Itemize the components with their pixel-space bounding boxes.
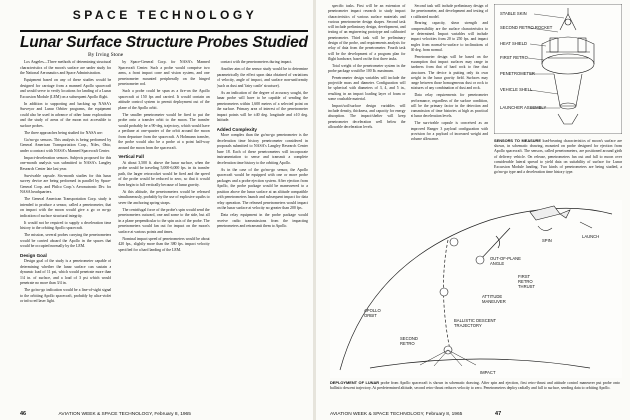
subheading: Vertical Fall <box>118 154 144 159</box>
subheading: Added Complexity <box>216 126 257 132</box>
left-footer <box>20 411 191 417</box>
paragraph: It would not be required to supply a deceleration time history to the orbiting Apollo spacecraft. <box>20 220 112 230</box>
fig2-label-second-retro: SECOND RETRO <box>400 336 418 346</box>
paragraph: Bearing capacity, shear strength and compressibility are the surface characteristics to be determined. Impact variables will include impact velocities from 20 to 250 fps. and impact angles from normal-to-surface to inclinations of 60 deg. from normal. <box>410 21 488 52</box>
fig1-label-vehicle-shell: VEHICLE SHELL <box>500 87 533 92</box>
paragraph: The survivable capsule is conceived as an improved Ranger 3 payload configuration with provision for a payload of increased weight and volume allowance. <box>410 121 488 142</box>
fig1-label-second-retro: SECOND RETRO ROCKET <box>500 25 553 30</box>
fig1-label-launcher: LAUNCHER ASSEMBLY <box>500 105 547 110</box>
fig2-label-attitude: ATTITUDE MANEUVER <box>482 294 506 304</box>
paragraph: Second task will include preliminary design of the penetrometer, and development and testing of a calibrated model. <box>410 4 488 19</box>
paragraph: Los Angeles—Three methods of determining structural characteristics of the moon's surface are under study for the National Aeronautics and Space Administration. <box>20 60 112 75</box>
left-column-3 <box>217 60 308 403</box>
fig2-label-ballistic: BALLISTIC DESCENT TRAJECTORY <box>454 318 497 328</box>
paragraph: The General American Transportation Corp. study is intended to produce a sensor, called a penetrometer, that on impact with the moon would give a go or no-go indication of surface structural integrity. <box>20 197 112 218</box>
section-heading: SPACE TECHNOLOGY <box>72 8 258 22</box>
left-column-1 <box>20 60 111 403</box>
paragraph: At this altitude, the penetrometers would be released simultaneously, probably by the use of explosive squibs to sever the anchoring spring straps. <box>118 189 210 205</box>
fig2-label-first-retro: FIRST RETRO THRUST <box>518 274 535 289</box>
article-headline: Lunar Surface Structure Probes Studied <box>20 34 308 51</box>
paragraph: The smaller penetrometer would be fired to put the probe onto a transfer orbit to the moon. The transfer would probably be a 90-deg. trajectory, which would have a perilune at one-quarter of the orbit around the moon from departure from the spacecraft. A Hohmann transfer, the probe would also be a probe at a point half-way around the moon from the spacecraft. <box>118 112 210 150</box>
paragraph: contact with the penetrometers during impact. <box>220 60 293 64</box>
paragraph: Such a probe could be spun as a fire-on the Apollo spacecraft at 150 fps and carried. It would contain an attitude control system to permit deployment out of the plane of the Apollo orbit. <box>118 89 210 110</box>
paragraph: More complex than the go/no-go penetrometer is the deceleration time history penetrometer considered in proposals submitted to NASA's Langley Research Center June 18. Each of these penetrometers will incorporate instrumentation to sense and transmit a complete deceleration time history to the orbiting Apollo. <box>216 133 308 165</box>
paragraph: Impact-deceleration sensors. Subjects proposed for this one-month analysis was submitted to NASA's Langley Research Center late last year. <box>20 155 112 171</box>
paragraph: Impact/soil/surface design variables will include density, thickness, and capacity for energy absorption. The impact/shelter will keep penetrometer deceleration well below the allowable deceleration levels. <box>328 103 406 130</box>
left-article-body <box>20 60 308 403</box>
subheading: Design Goal <box>20 252 47 258</box>
figure-2-caption-title: DEPLOYMENT OF LUNAR <box>330 380 380 385</box>
paragraph: In addition to supporting and backing up NASA's Surveyor and Lunar Orbiter programs, the equipment could also be used in advance of other lunar explorations and the study of areas of the moon not accessible to surface probes. <box>20 101 112 128</box>
figure-1-caption <box>494 138 622 175</box>
paragraph: by Space-General Corp. for NASA's Manned Spacecraft Center. Such a probe would comprise two arms, a front impact cone and vision system, and one penetrometer mounted peripherally on the hinged penetrometer rod. <box>118 60 210 86</box>
paragraph: Survivable capsule. Six-month studies for this lunar survey device are being performed in parallel by Space-General Corp. and Philco Corp.'s Aeronutronic Div. for NASA headquarters. <box>20 173 112 194</box>
fig1-label-penetrometer: PENETROMETER <box>500 71 535 76</box>
paragraph: Go/no-go sensors. This analysis is being performed by General American Transportation Corp., Niles, Ohio, under a contract with NASA's Manned Spacecraft Center. <box>20 137 112 153</box>
paragraph: At about 3,500 ft. above the lunar surface, when the probe would be traveling 5,000-6,000 fps. in its transfer path, the larger retrorocket would be fired and the speed of the probe would be reduced to zero, so that it would then begin to fall vertically because of lunar gravity. <box>118 160 210 187</box>
figure-2-caption-text: probe from Apollo spacecraft is shown in schematic drawing. After spin and ejection, first retro-thrust and attitude control maneuver put probe onto ballistic descent trajectory. At predetermined altitude, second retro-thrust reduces velocity to zero. Penetrometers deploy radially and fall to surface, sending data to orbiting Apollo. <box>330 381 620 391</box>
paragraph: Another aim of the sensor study would be to determine parametrically the effect upon data obtained of variations of velocity, angle of impact, and surface non-uniformity (such as dust and 'fairy castle' structure). <box>216 67 308 88</box>
page-gutter <box>313 0 316 420</box>
paragraph: specific tasks. First will be an extension of penetrometer impact research to study impact characteristics of various surface materials and various penetrometer design shapes. Second task will include preliminary design, development, and testing of an engineering prototype and calibrated penetrometer. Third task will be preliminary design of the probe, and requirements analysis for relay of data from the penetrometer. Fourth task will be the development of a program plan for flight hardware, based on the first three tasks. <box>328 4 406 61</box>
right-footer-text: AVIATION WEEK & SPACE TECHNOLOGY, February 8, 1965 <box>330 412 463 417</box>
paragraph: The mission, several probes carrying the penetrometers would be carried aboard the Apollo in the spaces that would be occupied normally by the LEM. <box>20 233 112 248</box>
figure-1-caption-title: SENSORS TO MEASURE <box>494 138 541 143</box>
page-number-left: 46 <box>20 411 27 417</box>
paragraph: Nominal impact speed of penetrometers would be about 420 fps., slightly more than the 380 fps. impact velocity specified for a hard landing of the LEM. <box>118 236 210 252</box>
figure-2-caption <box>330 380 620 391</box>
paragraph: Data relay equipment in the probe package would receive radio transmissions from the impacting penetrometers and retransmit them to Apollo. <box>216 213 308 228</box>
paragraph: Total weight of the penetrometer system in the probe package would be 100 lb. maximum. <box>328 63 406 74</box>
fig2-label-apollo-orbit: APOLLO ORBIT <box>364 308 381 318</box>
article-byline: By Irving Stone <box>88 52 124 58</box>
right-article-body <box>328 4 488 197</box>
fig2-label-out-of-plane: OUT-OF-PLANE ANGLE <box>490 256 521 266</box>
right-column-2 <box>411 4 489 197</box>
fig2-label-impact: IMPACT <box>480 370 496 375</box>
paragraph: Equipment based on any of these studies would be designed for carriage from a manned Apollo spacecraft and would serve to verify locations for landing of a Lunar Excursion Module (LEM) on a subsequent Apollo flight. <box>20 78 112 99</box>
paragraph: The three approaches being studied for NASA are: <box>24 130 103 135</box>
right-column-1 <box>328 4 406 197</box>
paragraph: Data relay requirements for penetrometer performance, regardless of the surface condition, will be the primary factor in the detection and transmission of time histories at high as practical at lunar deceleration levels. <box>410 93 488 119</box>
fig2-label-spin: SPIN <box>542 238 552 243</box>
paragraph: The go/no-go indication would be a line-of-sight signal to the orbiting Apollo spacecraft, probably by ultra-violet or infra red laser light. <box>20 288 112 303</box>
deployment-diagram-figure <box>330 200 622 378</box>
paragraph: As in the case of the go/no-go sensor, the Apollo spacecraft would be equipped with one or more probe packages and a probe ejection system. After ejection from Apollo, the probe package would be maneuvered to a position above the lunar surface at an altitude compatible with penetrometers launch and subsequent impact for data relay operation. The released penetrometers would impact on the lunar surface at velocity no greater than 200 fps. <box>216 167 308 210</box>
right-footer <box>330 411 501 417</box>
paragraph: Design goal of the study is a penetrometer capable of determining whether the lunar surface can sustain a dynamic load of 11 psi, which would penetrate more than 1/4 in. of surface, and a load of 3 psi which would penetrate no more than 3/4 in. <box>20 259 112 285</box>
fig1-label-first-retro: FIRST RETRO <box>500 55 528 60</box>
left-footer-text: AVIATION WEEK & SPACE TECHNOLOGY, February 8, 1965 <box>58 412 191 417</box>
paragraph: The centrifugal force of the probe's spin would send the penetrometers outward, one and some to the side, but all in a plane perpendicular to the spin axis of the probe. The penetrometers would fan out for impact on the moon's surface at various points and times. <box>118 207 210 234</box>
probe-schematic-figure <box>494 4 622 134</box>
fig1-label-stable: STABLE SKIN <box>500 11 527 16</box>
page-number-right: 47 <box>495 411 502 417</box>
paragraph: As an indication of the degree of accuracy sought, the lunar probe will have to be capable of sending the penetrometers within 1,600 meters of a selected point on the surface. Primary area of interest of the penetrometer impact points will be ±40 deg. longitude and ±10 deg. latitude. <box>216 90 308 122</box>
fig2-label-launch: LAUNCH <box>582 234 600 239</box>
paragraph: Penetrometer design variables will include the projectile mass and diameter. Configuration will be spherical with diameters of 3, 4, and 5 in., resulting in an impact loading layer of foam or some crushable material. <box>328 75 406 102</box>
paragraph: Penetrometer design will be based on the assumption that impact surfaces may range in hardness from that of hard rock to fine dust structures. The device is putting only its own weight in the lunar gravity field. Surfaces may range between those homogeneous dust or rock to mixtures of any combination of dust and rock. <box>410 54 488 91</box>
fig1-label-heat-shield: HEAT SHIELD <box>500 41 528 46</box>
heading-rule <box>20 30 308 32</box>
figure-1-caption-text: load-bearing characteristics of moon's surface are shown, in schematic drawing, mounted on probe designed for ejection from Apollo spacecraft. The sensors, called penetrometers, are positioned around girth of delivery vehicle. On release, penetrometers fan out and fall to moon over considerable lateral spread to yield data on suitability of surface for Lunar Excursion Module landing. Two kinds of penetrometers are being studied, a go/no-go type and a deceleration time history type. <box>494 139 622 175</box>
left-column-2 <box>118 60 209 403</box>
